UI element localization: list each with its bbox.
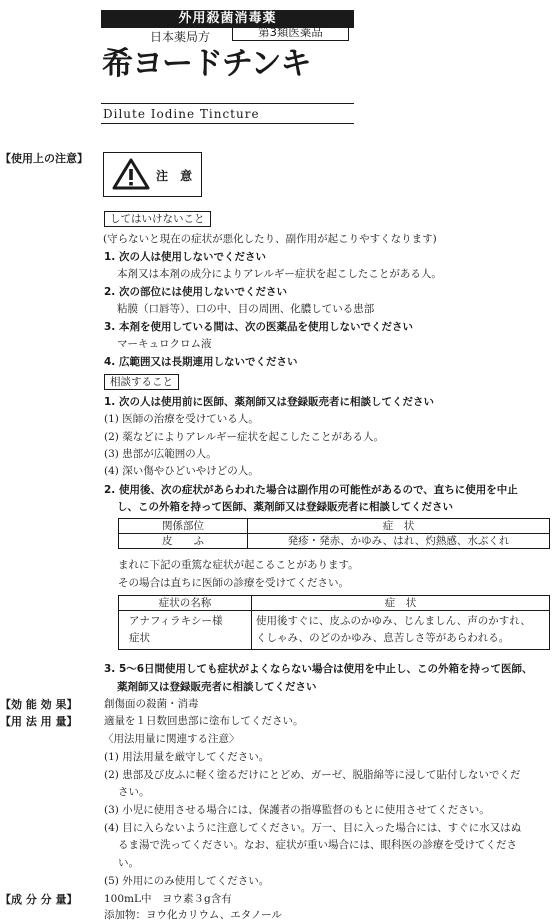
caution-box (103, 152, 202, 197)
dosage-notes-title: 〈用法用量に関連する注意〉 (103, 733, 240, 745)
dosage-text: 適量を１日数回患部に塗布してください。 (104, 715, 304, 727)
table-cell (119, 611, 252, 650)
table-header-cell: 症 状 (248, 519, 550, 534)
table-cell-line: 症状 (129, 632, 150, 644)
english-name: Dilute Iodine Tincture (103, 107, 260, 121)
table-header-cell: 症状の名称 (119, 596, 252, 611)
dosage-note-3: (3) 小児に使用させる場合には、保護者の指導監督のもとに使用させてください。 (104, 804, 490, 816)
ingredients-additives: 添加物：ヨウ化カリウム、エタノール (104, 909, 282, 921)
table-cell-line: くしゃみ、のどのかゆみ、息苦しさ等があらわれる。 (256, 632, 510, 644)
consult-item-3-line-2: 薬剤師又は登録販売者に相談してください (117, 681, 317, 693)
dont-item-4: 4. 広範囲又は長期連用しないでください (104, 356, 298, 368)
table-cell (252, 611, 550, 650)
warning-triangle-icon (112, 158, 150, 190)
dosage-note-1: (1) 用法用量を厳守してください。 (104, 751, 270, 763)
table-cell: 皮 ふ (119, 534, 248, 549)
dosage-note-4a: (4) 目に入らないように注意してください。万一、目に入った場合には、すぐに水又はぬ (104, 822, 522, 834)
consult-sub-3: (3) 患部が広範囲の人。 (104, 448, 217, 460)
precautions-section-label: 【使用上の注意】 (0, 152, 88, 165)
table-cell: 発疹・発赤、かゆみ、はれ、灼熱感、水ぶくれ (248, 534, 550, 549)
dont-item-2-text: 粘膜（口唇等）、口の中、目の周囲、化膿している患部 (117, 303, 375, 315)
header-rule (101, 123, 354, 124)
table-cell-line: アナフィラキシー様 (129, 615, 223, 627)
rare-note-2: その場合は直ちに医師の診療を受けてください。 (118, 577, 349, 589)
ingredients-text: 100mL中 ヨウ素３g含有 (104, 893, 232, 905)
consult-label: 相談すること (104, 374, 179, 390)
dont-item-2: 2. 次の部位には使用しないでください (104, 286, 287, 298)
dosage-note-5: (5) 外用にのみ使用してください。 (104, 875, 270, 887)
consult-item-2-line-2: し、この外箱を持って医師、薬剤師又は登録販売者に相談してください (117, 501, 453, 513)
table-header-cell: 症 状 (252, 596, 550, 611)
table-row (119, 519, 550, 534)
dont-label: してはいけないこと (104, 211, 211, 227)
dont-item-1: 1. 次の人は使用しないでください (104, 251, 266, 263)
consult-sub-2: (2) 薬などによりアレルギー症状を起こしたことがある人。 (104, 431, 385, 443)
dosage-note-2b: さい。 (118, 786, 150, 798)
efficacy-text: 創傷面の殺菌・消毒 (104, 698, 199, 710)
dont-item-3: 3. 本剤を使用している間は、次の医薬品を使用しないでください (104, 321, 413, 333)
caution-label: 注 意 (156, 169, 197, 183)
table-row (119, 596, 550, 611)
rare-note-1: まれに下記の重篤な症状が起こることがあります。 (118, 559, 359, 571)
dont-item-3-text: マーキュロクロム液 (117, 338, 212, 350)
dosage-label: 【用 法 用 量】 (0, 715, 78, 728)
consult-item-2-line-1: 2. 使用後、次の症状があらわれた場合は副作用の可能性があるので、直ちに使用を中止 (104, 484, 518, 496)
drug-class-badge: 第3類医薬品 (232, 24, 349, 41)
table-header-cell: 関係部位 (119, 519, 248, 534)
consult-sub-4: (4) 深い傷やひどいやけどの人。 (104, 465, 259, 477)
category-banner: 外用殺菌消毒薬 (101, 10, 354, 27)
consult-item-3-line-1: 3. 5～6日間使用しても症状がよくならない場合は使用を中止し、この外箱を持って医師、 (104, 663, 533, 675)
table-cell-line: 使用後すぐに、皮ふのかゆみ、じんましん、声のかすれ、 (256, 615, 531, 627)
dosage-note-4b: るま湯で洗ってください。なお、症状が重い場合には、眼科医の診療を受けてくださ (118, 839, 517, 851)
table-row (119, 611, 550, 650)
ingredients-label: 【成 分 分 量】 (0, 893, 78, 906)
dosage-note-2a: (2) 患部及び皮ふに軽く塗るだけにとどめ、ガーゼ、脱脂綿等に浸して貼付しないでくだ (104, 769, 521, 781)
dont-item-1-text: 本剤又は本剤の成分によりアレルギー症状を起こしたことがある人。 (117, 268, 442, 280)
pharmacopoeia-label: 日本薬局方 (150, 30, 211, 44)
efficacy-label: 【効 能 効 果】 (0, 698, 78, 711)
side-effects-table (118, 518, 550, 549)
header-rule (101, 103, 354, 104)
consult-sub-1: (1) 医師の治療を受けている人。 (104, 413, 259, 425)
table-row (119, 534, 550, 549)
dosage-note-4c: い。 (118, 857, 139, 869)
consult-item-1: 1. 次の人は使用前に医師、薬剤師又は登録販売者に相談してください (104, 396, 434, 408)
dont-intro: (守らないと現在の症状が悪化したり、副作用が起こりやすくなります) (103, 233, 437, 245)
serious-symptoms-table (118, 595, 550, 650)
product-name: 希ヨードチンキ (102, 46, 311, 82)
